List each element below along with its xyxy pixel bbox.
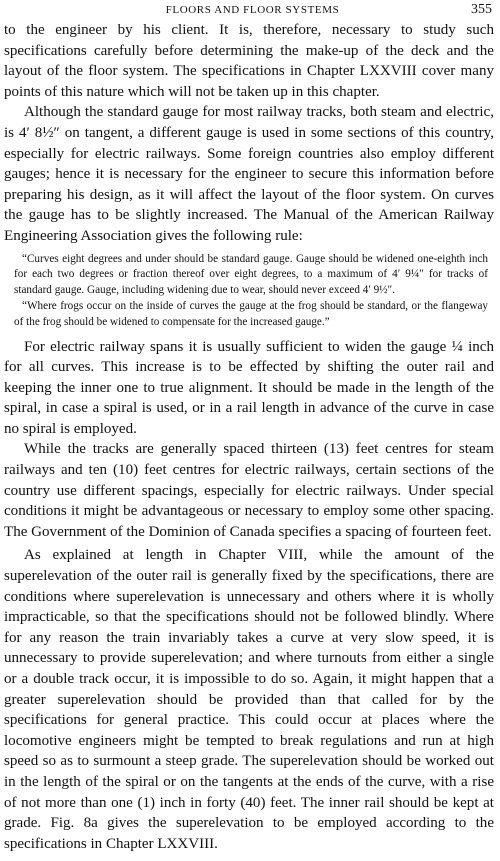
- paragraph: While the tracks are generally spaced thirteen (13) feet centres for steam railways and ten (10) feet centres for electric railways, certain sections of the country use different spacings, especially for electric railways. Under special conditions it might be advantageous or necessary to employ some other spacing. The Government of the Dominion of Canada specifies a spacing of fourteen feet.: [4, 441, 494, 540]
- body-text: [4, 20, 494, 854]
- quoted-rule: [4, 252, 494, 331]
- paragraph: As explained at length in Chapter VIII, while the amount of the superelevation of the outer rail is generally fixed by the specifications, there are conditions where superelevation is unnecessary and others where it is wholly impracticable, so that the specifications should not be followed blindly. Where for any reason the train invariably takes a curve at very slow speed, it is unnecessary to provide superelevation; and where turnouts from either a single or a double track occur, it is impossible to do so. Again, it might happen that a greater superelevation should be provided than that called for by the specifications for general practice. This could occur at places where the locomotive engineers might be tempted to break regulations and run at high speed so as to surmount a steep grade. The superelevation should be worked out in the length of the spiral or on the tangents at the ends of the curve, with a rise of not more than one (1) inch in forty (40) feet. The inner rail should be kept at grade. Fig. 8a gives the superelevation to be employed according to the specifications in Chapter LXXVIII.: [4, 547, 494, 852]
- quote-paragraph: “Where frogs occur on the inside of curves the gauge at the frog should be standard, or the flangeway of the frog should be widened to compensate for the increased gauge.”: [14, 299, 488, 328]
- running-head: [4, 0, 494, 20]
- paragraph: For electric railway spans it is usually sufficient to widen the gauge ¼ inch for all curves. This increase is to be effected by shifting the outer rail and keeping the inner one to true alignment. It should be made in the length of the spiral, in case a spiral is used, or in a rail length in advance of the curve in case no spiral is employed.: [4, 338, 494, 437]
- paragraph: to the engineer by his client. It is, therefore, necessary to study such specifications carefully before determining the make-up of the deck and the layout of the floor system. The specifications in Chapter LXXVIII cover many points of this nature which will not be taken up in this chapter.: [4, 22, 494, 100]
- quote-paragraph: “Curves eight degrees and under should be standard gauge. Gauge should be widened one-eighth inch for each two degrees or fraction thereof over eight degrees, to a maximum of 4′ 9¼″ for tracks of standard gauge. Gauge, including widening due to wear, should never exceed 4′ 9½″.: [14, 252, 488, 297]
- paragraph: Although the standard gauge for most railway tracks, both steam and electric, is 4′ 8½″ on tangent, a different gauge is used in some sections of this country, especially for electric railways. Some foreign countries also employ different gauges; hence it is necessary for the engineer to secure this information before preparing his design, as it will affect the layout of the floor system. On curves the gauge has to be slightly increased. The Manual of the American Railway Engineering Association gives the following rule:: [4, 104, 494, 244]
- page-number: 355: [471, 2, 492, 17]
- running-title: FLOORS AND FLOOR SYSTEMS: [165, 4, 340, 16]
